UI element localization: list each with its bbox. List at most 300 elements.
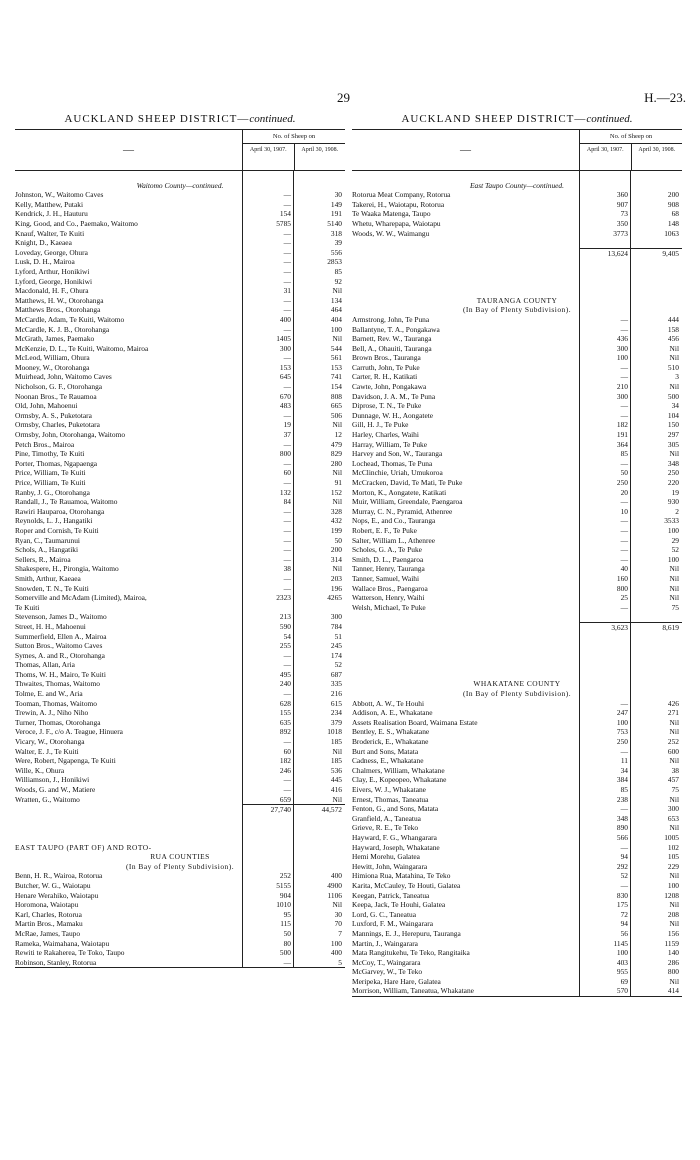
owner-name: Matthews, H. W., Otorohanga <box>15 295 104 305</box>
sheep-1908: 208 <box>667 909 679 919</box>
table-row <box>15 670 345 680</box>
owner-name: Te Kuiti <box>15 602 40 612</box>
sheep-1908: 426 <box>667 698 679 708</box>
owner-name: Grieve, R. E., Te Teko <box>352 823 419 833</box>
sheep-1907: — <box>283 295 291 305</box>
sheep-1907: 500 <box>279 948 291 958</box>
owner-name: Scholes, G. A., Te Puke <box>352 545 422 555</box>
sheep-1908: 479 <box>330 439 342 449</box>
sheep-1908: 741 <box>330 372 342 382</box>
table-row <box>15 440 345 450</box>
table-row <box>15 871 345 881</box>
table-row <box>15 401 345 411</box>
owner-name: Wratten, G., Waitomo <box>15 794 80 804</box>
owner-name: Ormsby, A. S., Puketotara <box>15 410 92 420</box>
table-row <box>15 708 345 718</box>
column-title: AUCKLAND SHEEP DISTRICT—continued. <box>64 113 296 125</box>
table-row <box>352 315 682 325</box>
table-row <box>15 334 345 344</box>
owner-name: Muir, William, Greendale, Paengaroa <box>352 497 463 507</box>
section-total: 13,624 9,405 <box>352 248 682 258</box>
sheep-1908: Nil <box>332 794 342 804</box>
sheep-1908: 91 <box>334 478 342 487</box>
table-row <box>352 708 682 718</box>
sheep-1907: 830 <box>616 890 628 900</box>
table-row <box>352 929 682 939</box>
sheep-1907: 907 <box>616 199 628 209</box>
table-row <box>352 344 682 354</box>
sheep-1908: Nil <box>332 468 342 478</box>
sheep-1907: — <box>283 660 291 670</box>
table-row <box>15 507 345 517</box>
table-row <box>352 219 682 229</box>
sheep-1908: Nil <box>669 353 679 363</box>
sheep-1907: — <box>283 775 291 785</box>
sheep-1907: 292 <box>616 861 628 871</box>
sheep-1907: 100 <box>616 717 628 727</box>
sheep-1907: — <box>283 535 291 545</box>
sheep-1908: 536 <box>330 765 342 775</box>
owner-name: Martin Bros., Mamaku <box>15 919 83 929</box>
owner-name: Ryan, C., Taumarunui <box>15 535 80 545</box>
owner-name: Burt and Sons, Matata <box>352 746 419 756</box>
table-row <box>15 593 345 603</box>
sheep-1908: 808 <box>330 391 342 401</box>
sheep-1908: 158 <box>667 324 679 334</box>
sheep-1907: 635 <box>279 717 291 727</box>
owner-name: Smith, D. L., Paengaroa <box>352 554 424 564</box>
sheep-1908: 456 <box>667 334 679 344</box>
owner-name: Watterson, Henry, Waihi <box>352 593 425 603</box>
sheep-1908: 185 <box>330 756 342 766</box>
sheep-1907: — <box>283 439 291 449</box>
document-code: H.—23. <box>644 90 686 105</box>
sheep-1907: — <box>283 238 291 248</box>
sheep-1907: 247 <box>616 708 628 718</box>
table-row <box>15 277 345 287</box>
table-row <box>352 977 682 987</box>
sheep-1908: 1208 <box>664 890 679 900</box>
sheep-1907: 2323 <box>276 593 291 603</box>
owner-name: Porter, Thomas, Ngapaenga <box>15 458 98 468</box>
sheep-1907: — <box>620 314 628 324</box>
owner-name: Macdonald, H. F., Ohura <box>15 286 89 296</box>
table-row <box>352 900 682 910</box>
owner-name: Vicary, W., Otorohanga <box>15 737 85 747</box>
owner-name: McCardle, K. J. B., Otorohanga <box>15 324 110 334</box>
table-row <box>352 747 682 757</box>
sheep-1907: 37 <box>283 430 291 440</box>
owner-name: Fenton, G., and Sons, Matata <box>352 804 439 814</box>
sheep-1907: 80 <box>283 938 291 948</box>
sheep-1907: 955 <box>616 967 628 977</box>
table-row <box>352 967 682 977</box>
table-row <box>352 459 682 469</box>
owner-name: Woods, W. W., Waimangu <box>352 228 430 238</box>
sheep-1908: 280 <box>330 458 342 468</box>
section-heading: Waitomo County—continued. <box>136 180 224 190</box>
sheep-1908: 300 <box>667 804 679 814</box>
sheep-1908: 154 <box>330 382 342 392</box>
table-row <box>15 229 345 239</box>
sheep-1907: — <box>283 305 291 315</box>
sheep-1908: Nil <box>669 756 679 766</box>
sheep-1907: 753 <box>616 727 628 737</box>
sheep-1908: Nil <box>669 871 679 881</box>
owner-name: Carter, R. H., Katikati <box>352 372 418 382</box>
table-row <box>352 190 682 200</box>
sheep-1908: 191 <box>330 209 342 219</box>
owner-name: Takerei, H., Waiotapu, Rotorua <box>352 199 445 209</box>
owner-name: Rawiri Hauparoa, Otorohanga <box>15 506 105 516</box>
sheep-1907: — <box>283 525 291 535</box>
owner-name: Tanner, Samuel, Waihi <box>352 573 420 583</box>
sheep-1908: 52 <box>334 660 342 670</box>
sheep-1908: 50 <box>334 535 342 545</box>
sheep-1907: — <box>620 410 628 420</box>
sheep-1908: Nil <box>669 382 679 392</box>
table-row <box>15 488 345 498</box>
sheep-1908: 379 <box>330 717 342 727</box>
sheep-1908: 203 <box>330 573 342 583</box>
sheep-1908: 148 <box>667 218 679 228</box>
owner-name: Pine, Timothy, Te Kuiti <box>15 449 85 459</box>
sheep-1908: Nil <box>332 334 342 344</box>
table-row <box>15 372 345 382</box>
owner-name: Rotorua Meat Company, Rotorua <box>352 190 451 200</box>
sheep-1908: 314 <box>330 554 342 564</box>
owner-name: Ormsby, John, Otorohanga, Waitomo <box>15 430 126 440</box>
section-heading: TAURANGA COUNTY <box>476 295 558 305</box>
sheep-1908: 464 <box>330 305 342 315</box>
sheep-1908: 52 <box>671 545 679 555</box>
table-row <box>15 209 345 219</box>
sheep-1908: 250 <box>667 468 679 478</box>
sheep-1907: 400 <box>279 314 291 324</box>
sheep-1907: — <box>283 266 291 276</box>
sheep-1907: 56 <box>620 928 628 938</box>
sheep-1907: 94 <box>620 852 628 862</box>
sheep-1907: 40 <box>620 564 628 574</box>
sheep-1908: 318 <box>330 228 342 238</box>
owner-name: Morton, K., Aongatete, Katikati <box>352 487 447 497</box>
sheep-1907: — <box>620 804 628 814</box>
sheep-1907: 566 <box>616 832 628 842</box>
sheep-1908: 445 <box>330 775 342 785</box>
table-row <box>15 651 345 661</box>
sheep-1908: 653 <box>667 813 679 823</box>
sheep-1907: — <box>620 324 628 334</box>
sheep-1907: — <box>283 650 291 660</box>
table-row <box>15 468 345 478</box>
owner-name: Reynolds, L. J., Hangatiki <box>15 516 93 526</box>
sheep-1907: 182 <box>616 420 628 430</box>
sheep-1908: 30 <box>334 909 342 919</box>
owner-name: Mata Rangitukehu, Te Teko, Rangitaika <box>352 948 470 958</box>
page-number: 29 <box>337 90 350 105</box>
sheep-1907: 483 <box>279 401 291 411</box>
sheep-1907: 360 <box>616 190 628 200</box>
sheep-1907: 60 <box>283 746 291 756</box>
section-heading: RUA COUNTIES <box>150 852 210 862</box>
sheep-1907: — <box>620 516 628 526</box>
sheep-1907: — <box>283 247 291 257</box>
owner-name: Knauf, Walter, Te Kuiti <box>15 228 85 238</box>
owner-name: Bell, A., Ohauiti, Tauranga <box>352 343 432 353</box>
sheep-1908: 185 <box>330 737 342 747</box>
table-row <box>352 948 682 958</box>
sheep-1908: Nil <box>332 286 342 296</box>
owner-name: King, Good, and Co., Paemako, Waitomo <box>15 218 138 228</box>
sheep-1908: 200 <box>667 190 679 200</box>
section-heading: EAST TAUPO (PART OF) AND ROTO- <box>15 842 152 852</box>
sheep-1907: 11 <box>620 756 628 766</box>
owner-name: McGarvey, W., Te Teko <box>352 967 423 977</box>
table-row <box>15 737 345 747</box>
section-total: 27,740 44,572 <box>15 804 345 814</box>
sheep-1907: — <box>620 535 628 545</box>
owner-name: Broderick, E., Whakatane <box>352 737 429 747</box>
table-row <box>352 795 682 805</box>
owner-name: Tanner, Henry, Tauranga <box>352 564 425 574</box>
sheep-1907: 250 <box>616 478 628 487</box>
table-row <box>352 986 682 996</box>
owner-name: Knight, D., Kaeaea <box>15 238 72 248</box>
owner-name: Price, William, Te Kuiti <box>15 478 86 487</box>
table-row <box>352 727 682 737</box>
sheep-1907: — <box>620 545 628 555</box>
sheep-1908: 506 <box>330 410 342 420</box>
owner-name: Summerfield, Ellen A., Mairoa <box>15 631 107 641</box>
col-1907-header: April 30, 1907. <box>586 147 624 153</box>
owner-name: Armstrong, John, Te Puna <box>352 314 430 324</box>
table-row <box>352 488 682 498</box>
sheep-1907: — <box>283 545 291 555</box>
sheep-1907: 34 <box>620 765 628 775</box>
sheep-1907: 384 <box>616 775 628 785</box>
owner-name: Randall, J., Te Rauamoa, Waitomo <box>15 497 118 507</box>
sheep-1907: 890 <box>616 823 628 833</box>
table-row <box>352 229 682 239</box>
sheep-1907: 252 <box>279 871 291 881</box>
table-row <box>15 910 345 920</box>
sheep-1907: — <box>283 324 291 334</box>
owner-name: Price, William, Te Kuiti <box>15 468 86 478</box>
owner-name: Harley, Charles, Waihi <box>352 430 419 440</box>
sheep-1907: 350 <box>616 218 628 228</box>
table-row <box>352 440 682 450</box>
sheep-1908: Nil <box>332 564 342 574</box>
sheep-1908: 29 <box>671 535 679 545</box>
sheep-1908: 100 <box>667 554 679 564</box>
sheep-1907: 155 <box>279 708 291 718</box>
sheep-1907: — <box>620 362 628 372</box>
sheep-1908: 1005 <box>664 832 679 842</box>
sheep-1908: 174 <box>330 650 342 660</box>
sheep-1907: 153 <box>279 362 291 372</box>
sheep-1907: — <box>283 228 291 238</box>
sheep-1907: 20 <box>620 487 628 497</box>
sheep-1908: 348 <box>667 458 679 468</box>
owner-name: Johnston, W., Waitomo Caves <box>15 190 104 200</box>
table-row <box>352 468 682 478</box>
owner-name: Luxford, F. M., Waingarara <box>352 919 433 929</box>
table-row <box>15 699 345 709</box>
owner-name: Davidson, J. A. M., Te Puna <box>352 391 436 401</box>
table-row <box>352 737 682 747</box>
sheep-1908: 328 <box>330 506 342 516</box>
owner-name: Granfield, A., Taneatua <box>352 813 421 823</box>
sheep-table-right <box>352 129 682 997</box>
sheep-1907: — <box>283 199 291 209</box>
sheep-1907: 69 <box>620 976 628 986</box>
owner-name: Mooney, W., Otorohanga <box>15 362 90 372</box>
sheep-1908: 153 <box>330 362 342 372</box>
sheep-1907: 670 <box>279 391 291 401</box>
sheep-1908: 3 <box>675 372 679 382</box>
sheep-1908: Nil <box>669 727 679 737</box>
table-row <box>15 516 345 526</box>
sheep-1908: 245 <box>330 641 342 651</box>
sheep-1907: — <box>283 573 291 583</box>
name-column-header: — <box>123 144 134 156</box>
table-row <box>15 248 345 258</box>
owner-name: Horomona, Waiotapu <box>15 900 79 910</box>
sheep-1908: 335 <box>330 679 342 689</box>
table-row <box>352 420 682 430</box>
sheep-1907: 72 <box>620 909 628 919</box>
owner-name: Tolme, E. and W., Aria <box>15 689 83 699</box>
sheep-1907: 100 <box>616 948 628 958</box>
sheep-1907: — <box>283 353 291 363</box>
table-row <box>15 305 345 315</box>
owner-name: Ernest, Thomas, Taneatua <box>352 794 429 804</box>
table-row <box>352 718 682 728</box>
sheep-1907: — <box>283 583 291 593</box>
owner-name: Williamson, J., Honikiwi <box>15 775 90 785</box>
sheep-1908: Nil <box>332 497 342 507</box>
owner-name: Schols, A., Hangatiki <box>15 545 79 555</box>
table-row <box>352 382 682 392</box>
section-subheading: (In Bay of Plenty Subdivision). <box>462 689 572 699</box>
owner-name: Butcher, W. G., Waiotapu <box>15 880 91 890</box>
sheep-1907: 85 <box>620 449 628 459</box>
owner-name: Rameka, Waimahana, Waiotapu <box>15 938 110 948</box>
table-row <box>352 516 682 526</box>
table-row <box>15 449 345 459</box>
sheep-1908: 30 <box>334 190 342 200</box>
sheep-1908: 149 <box>330 199 342 209</box>
sheep-1908: 19 <box>671 487 679 497</box>
sheep-1907: 94 <box>620 919 628 929</box>
sheep-1908: Nil <box>332 420 342 430</box>
sheep-1907: — <box>620 525 628 535</box>
section-subheading: (In Bay of Plenty Subdivision). <box>462 305 572 315</box>
table-row <box>352 603 682 613</box>
table-row <box>15 459 345 469</box>
sheep-1907: — <box>283 276 291 286</box>
table-row <box>15 392 345 402</box>
owner-name: McCracken, David, Te Mati, Te Puke <box>352 478 463 487</box>
owner-name: Matthews Bros., Otorohanga <box>15 305 101 315</box>
sheep-1908: 1063 <box>664 228 679 238</box>
sheep-1907: — <box>283 506 291 516</box>
table-row <box>15 891 345 901</box>
sheep-1907: 403 <box>616 957 628 967</box>
table-row <box>15 929 345 939</box>
sheep-1907: — <box>620 842 628 852</box>
table-row <box>15 641 345 651</box>
owner-name: Lyford, George, Honikiwi <box>15 276 93 286</box>
column-title: AUCKLAND SHEEP DISTRICT—continued. <box>401 113 633 125</box>
sheep-1907: 73 <box>620 209 628 219</box>
sheep-1908: 39 <box>334 238 342 248</box>
owner-name: Morrison, William, Taneatua, Whakatane <box>352 986 474 996</box>
sheep-1908: 100 <box>330 324 342 334</box>
sheep-1907: 95 <box>283 909 291 919</box>
sheep-1908: 1159 <box>664 938 679 948</box>
sheep-1907: — <box>283 257 291 267</box>
sheep-1907: 115 <box>280 919 291 929</box>
owner-name: Thwaites, Thomas, Waitomo <box>15 679 100 689</box>
sheep-1908: Nil <box>669 919 679 929</box>
sheep-1907: 191 <box>616 430 628 440</box>
sheep-1908: 252 <box>667 737 679 747</box>
owner-name: McRae, James, Taupo <box>15 928 81 938</box>
sheep-1908: 34 <box>671 401 679 411</box>
sheep-1907: 3773 <box>613 228 628 238</box>
sheep-1908: 220 <box>667 478 679 487</box>
owner-name: Keegan, Patrick, Taneatua <box>352 890 430 900</box>
sheep-1907: 240 <box>279 679 291 689</box>
table-row <box>15 526 345 536</box>
table-row <box>15 747 345 757</box>
table-row <box>352 507 682 517</box>
table-row <box>15 363 345 373</box>
sheep-1908: 199 <box>330 525 342 535</box>
table-row <box>15 545 345 555</box>
owner-name: Benn, H. R., Wairoa, Rotorua <box>15 871 103 881</box>
owner-name: Kendrick, J. H., Hauturu <box>15 209 88 219</box>
sheep-1907: 800 <box>616 583 628 593</box>
table-row <box>15 257 345 267</box>
sheep-1908: Nil <box>669 343 679 353</box>
col-1908-header: April 30, 1908. <box>294 144 346 170</box>
sheep-1908: 5140 <box>327 218 342 228</box>
sheep-1907: 25 <box>620 593 628 603</box>
sheep-1907: 60 <box>283 468 291 478</box>
table-row <box>352 574 682 584</box>
sheep-1907: 50 <box>620 468 628 478</box>
table-row <box>352 363 682 373</box>
owner-name: Smith, Arthur, Kaeaea <box>15 573 81 583</box>
owner-name: Robinson, Stanley, Rotorua <box>15 957 97 967</box>
sheep-1908: 286 <box>667 957 679 967</box>
table-row <box>15 286 345 296</box>
table-row <box>15 766 345 776</box>
table-row <box>15 411 345 421</box>
sheep-1908: Nil <box>669 593 679 603</box>
sheep-1907: — <box>283 957 291 967</box>
owner-name: Harray, William, Te Puke <box>352 439 427 449</box>
sheep-1907: 5155 <box>276 880 291 890</box>
table-row <box>352 881 682 891</box>
sheep-1907: 590 <box>279 621 291 631</box>
sheep-1907: 54 <box>283 631 291 641</box>
table-header <box>15 130 345 171</box>
owner-name: Ranby, J. G., Otorohanga <box>15 487 90 497</box>
table-row <box>352 401 682 411</box>
